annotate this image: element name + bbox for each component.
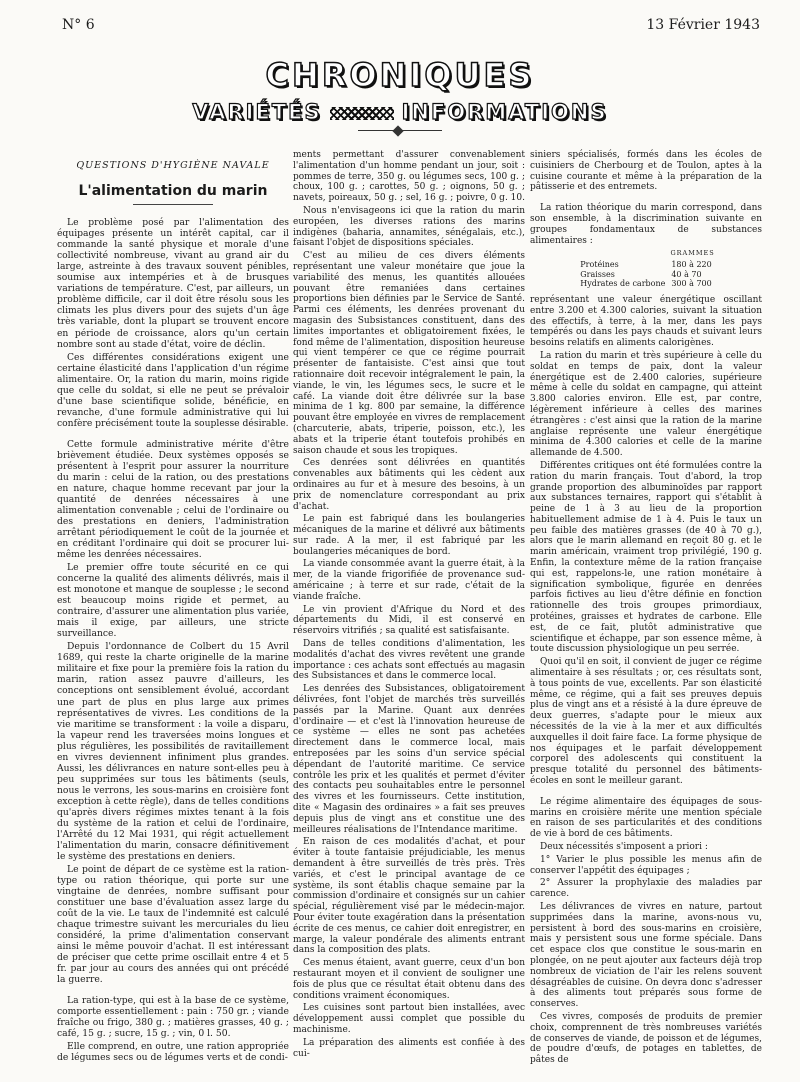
paragraph: Deux nécessités s'imposent a priori : bbox=[540, 842, 708, 852]
paragraph: La ration du marin et très supérieure à celle du soldat en temps de paix, dont la valeur énergétique est de 2.400 calories, supérieure même à celle du soldat en campagne, qui atteint 3.800 calories environ. Elle est, par contre, légèrement inférieure à celles des marines étrangères : c'est ainsi que la ration de la marine anglaise représente une valeur énergétique minima de 4.300 calories et celle de la marine allemande de 4.500. bbox=[530, 350, 762, 459]
paragraph: Le vin provient d'Afrique du Nord et des départements du Midi, il est conservé en réservoirs vitrifiés ; sa qualité est satisfaisante. bbox=[293, 604, 525, 637]
paragraph: Cette formule administrative mérite d'être brièvement étudiée. Deux systèmes opposés se présentent à l'esprit pour assurer la nourriture du marin : celui de la ration, ou des prestations en nature, chaque homme recevant par jour la quantité de denrées nécessaires à une alimentation convenable ; celui de l'ordinaire ou des prestations en deniers, l'administration arrêtant périodiquement le coût de la journée et en créditant l'ordinaire qui doit se procurer lui-même les denrées nécessaires. bbox=[57, 438, 289, 561]
list-item: 1° Varier le plus possible les menus afin de conserver l'appétit des équipages ; bbox=[530, 854, 762, 876]
table-row: Hydrates de carbone 300 à 700 bbox=[580, 279, 712, 289]
title-divider bbox=[133, 204, 213, 205]
masthead-divider bbox=[358, 130, 442, 131]
paragraph: Le problème posé par l'alimentation des équipages présente un intérêt capital, car il commande la santé physique et morale d'une collectivité nombreuse, vivant au grand air du large, astreinte à des travaux souvent pénibles, soumise aux intempéries et à de brusques variations de température. C'est, par ailleurs, un problème difficile, car il doit être résolu sous les climats les plus divers pour des sujets d'un âge très variable, dont la plupart se trouvent encore en période de croissance, alors qu'un certain nombre sont au stade d'état, voire de déclin. bbox=[57, 217, 289, 350]
paragraph: Nous n'envisageons ici que la ration du marin européen, les diverses rations des marins indigènes (baharia, annamites, sénégalais, etc.), faisant l'objet de dispositions spéciales. bbox=[293, 205, 525, 249]
paragraph: Le point de départ de ce système est la ration-type ou ration théorique, qui porte sur une vingtaine de denrées, nombre suffisant pour constituer une base d'évaluation assez large du coût de la vie. Le taux de l'indemnité est calculé chaque trimestre suivant les mercuriales du lieu considéré, la prime d'alimentation conservant ainsi le même pouvoir d'achat. Il est intéressant de préciser que cette prime oscillait entre 4 et 5 fr. par jour au cours des années qui ont précédé la guerre. bbox=[57, 863, 289, 986]
masthead-title: CHRONIQUES bbox=[265, 56, 535, 94]
paragraph: Dans de telles conditions d'alimentation, les modalités d'achat des vivres revêtent une grande importance : ces achats sont effectués au magasin des Subsistances et dans le commerce local. bbox=[293, 639, 525, 682]
paragraph: Différentes critiques ont été formulées contre la ration du marin français. Tout d'abord, la trop grande proportion des albuminoïdes par rapport aux substances ternaires, rapport qui s'établit à peine de 1 à 3 au lieu de la proportion habituellement admise de 1 à 4. Puis le taux un peu faible des matières grasses (de 40 à 70 g.), alors que le marin allemand en reçoit 80 g. et le marin américain, vraiment trop privilégié, 190 g. Enfin, la contexture même de la ration française qui est, rappelons-le, une ration monétaire à signification symbolique, figurée en denrées parfois fictives au lieu d'être définie en fonction rationnelle des trois groupes primordiaux, protéines, graisses et hydrates de carbone. Elle est, de ce fait, plutôt administrative que scientifique et échappe, par son essence même, à toute discussion physiologique un peu serrée. bbox=[530, 460, 762, 655]
list-item: 2° Assurer la prophylaxie des maladies par carence. bbox=[530, 878, 762, 900]
issue-date: 13 Février 1943 bbox=[646, 17, 760, 33]
paragraph: ments permettant d'assurer convenablement l'alimentation d'un homme pendant un jour, soit : pommes de terre, 350 g. ou légumes secs, 100 g. ; choux, 100 g. ; carottes, 50 g. ; oignons, 50 g. ; navets, poireaux, 50 g. ; sel, 16 g. ; poivre, 0 g. 10. bbox=[293, 150, 525, 204]
column-3 bbox=[530, 150, 762, 1068]
section-heading: QUESTIONS D'HYGIÈNE NAVALE bbox=[76, 160, 270, 171]
paragraph: C'est au milieu de ces divers éléments représentant une valeur monétaire que joue la variabilité des menus, les quantités allouées pouvant être remaniées dans certaines proportions bien définies par le Service de Santé. Parmi ces éléments, les denrées provenant du magasin des Subsistances constituent, dans des limites importantes et obligatoirement fixées, le fond même de l'alimentation, disposition heureuse qui vient tempérer ce que ce régime pourrait présenter de fantaisiste. C'est ainsi que tout rationnaire doit recevoir intégralement le pain, la viande, le vin, les légumes secs, le sucre et le café. La viande doit être délivrée sur la base minima de 1 kg. 800 par semaine, la différence pouvant être employée en vivres de remplacement (charcuterie, abats, triperie, poisson, etc.), les abats et la triperie étant toutefois prohibés en saison chaude et sous les tropiques. bbox=[293, 251, 525, 456]
paragraph: Les cuisines sont partout bien installées, avec développement aussi complet que possible du machinisme. bbox=[293, 1003, 525, 1035]
paragraph: La viande consommée avant la guerre était, à la mer, de la viande frigorifiée de provenance sud-américaine ; à terre et sur rade, c'était de la viande fraîche. bbox=[293, 559, 525, 602]
paragraph: Les délivrances de vivres en nature, partout supprimées dans la marine, avons-nous vu, persistent à bord des sous-marins en croisière, mais y persistent sous une forme spéciale. Dans cet espace clos que constitue le sous-marin en plongée, on ne peut ajouter aux facteurs déjà trop nombreux de viciation de l'air les relens souvent désagréables de cuisine. On devra donc s'adresser à des aliments tout préparés sous forme de conserves. bbox=[530, 901, 762, 1010]
paragraph: En raison de ces modalités d'achat, et pour éviter à toute fantaisie préjudiciable, les menus demandent à être surveillés de très près. Très variés, et c'est le principal avantage de ce système, ils sont établis chaque semaine par la commission d'ordinaire et consignés sur un cahier spécial, régulièrement visé par le médecin-major. Pour éviter toute exagération dans la présentation écrite de ces menus, ce cahier doit enregistrer, en marge, la valeur pondérale des aliments entrant dans la composition des plats. bbox=[293, 837, 525, 956]
ornament-icon bbox=[330, 107, 394, 120]
column-1 bbox=[57, 160, 289, 1066]
paragraph: représentant une valeur énergétique oscillant entre 3.200 et 4.300 calories, suivant la situation des effectifs, à terre, à la mer, dans les pays tempérés ou dans les pays chauds et suivant leurs besoins relatifs en aliments calorigènes. bbox=[530, 294, 762, 349]
table-header: GRAMMES bbox=[670, 249, 715, 258]
column-2 bbox=[293, 150, 525, 1061]
paragraph: Ces menus étaient, avant guerre, ceux d'un bon restaurant moyen et il convient de souligner une fois de plus que ce résultat était obtenu dans des conditions vraiment économiques. bbox=[293, 958, 525, 1001]
paragraph: Ces vivres, composés de produits de premier choix, comprennent de très nombreuses variétés de conserves de viande, de poisson et de légumes, de poudre d'œufs, de potages en tablettes, de pâtes de bbox=[530, 1011, 762, 1066]
table-row: Graisses 40 à 70 bbox=[580, 269, 702, 279]
table-row: Protéines 180 à 220 bbox=[580, 260, 712, 270]
paragraph: La ration théorique du marin correspond, dans son ensemble, à la discrimination suivante en groupes fondamentaux de substances alimentaires : bbox=[530, 203, 762, 246]
paragraph: La ration-type, qui est à la base de ce système, comporte essentiellement : pain : 750 gr. ; viande fraîche ou frigo, 380 g. ; matières grasses, 40 g. ; café, 15 g. ; sucre, 15 g. ; vin, 0 l. 50. bbox=[57, 995, 289, 1040]
paragraph: Le régime alimentaire des équipages de sous-marins en croisière mérite une mention spéciale en raison de ses particularités et des conditions de vie à bord de ces bâtiments. bbox=[530, 796, 762, 840]
paragraph: Le premier offre toute sécurité en ce qui concerne la qualité des aliments délivrés, mais il est monotone et manque de souplesse ; le second est beaucoup moins rigide et permet, au contraire, d'assurer une alimentation plus variée, mais il exige, par ailleurs, une stricte surveillance. bbox=[57, 562, 289, 640]
masthead-right-word: INFORMATIONS bbox=[401, 100, 608, 124]
issue-number: N° 6 bbox=[62, 17, 95, 33]
paragraph: Les denrées des Subsistances, obligatoirement délivrées, font l'objet de marchés très surveillés passés par la Marine. Quant aux denrées d'ordinaire — et c'est là l'innovation heureuse de ce système — elles ne sont pas achetées directement dans le commerce local, mais entreposées par les soins d'un service spécial dépendant de l'autorité maritime. Ce service contrôle les prix et les qualités et permet d'éviter des contacts peu souhaitables entre le personnel des vivres et les fournisseurs. Cette institution, dite « Magasin des ordinaires » a fait ses preuves depuis plus de vingt ans et constitue une des meilleures réalisations de l'Intendance maritime. bbox=[293, 684, 525, 835]
paragraph: siniers spécialisés, formés dans les écoles de cuisiniers de Cherbourg et de Toulon, aptes à la cuisine courante et même à la préparation de la pâtisserie et des entremets. bbox=[530, 150, 762, 193]
paragraph: Le pain est fabriqué dans les boulangeries mécaniques de la marine et délivré aux bâtiments sur rade. A la mer, il est fabriqué par les boulangeries mécaniques de bord. bbox=[293, 514, 525, 557]
masthead-left-word: VARIÉTÉS bbox=[192, 100, 322, 124]
paragraph: Quoi qu'il en soit, il convient de juger ce régime alimentaire à ses résultats ; or, ces résultats sont, à tous points de vue, excellents. Par son élasticité même, ce régime, qui a fait ses preuves depuis plus de vingt ans et a résisté à la dure épreuve de deux guerres, s'adapte pour le mieux aux nécessités de la vie à la mer et aux difficultés auxquelles il doit faire face. La forme physique de nos équipages et le parfait développement corporel des adolescents qui constituent la presque totalité du personnel des bâtiments-écoles en sont le meilleur garant. bbox=[530, 657, 762, 787]
paragraph: Elle comprend, en outre, une ration appropriée de légumes secs ou de légumes verts et de condi- bbox=[57, 1041, 289, 1064]
paragraph: Depuis l'ordonnance de Colbert du 15 Avril 1689, qui reste la charte originelle de la marine militaire et fixe pour la première fois la ration du marin, ration assez pauvre d'ailleurs, les conceptions ont sensiblement évolué, accordant une part de plus en plus large aux primes représentatives de vivres. Les conditions de la vie maritime se transforment : la voile a disparu, la vapeur rend les traversées moins longues et plus régulières, les possibilités de ravitaillement en vivres deviennent infiniment plus grandes. Aussi, les délivrances en nature sont-elles peu à peu supprimées sur tous les bâtiments (seuls, nous le verrons, les sous-marins en croisière font exception à cette règle), dans de telles conditions qu'après divers régimes mixtes tenant à la fois du système de la ration et celui de l'ordinaire, l'Arrêté du 12 Mai 1931, qui régit actuellement l'alimentation du marin, consacre définitivement le système des prestations en deniers. bbox=[57, 641, 289, 862]
paragraph: La préparation des aliments est confiée à des cui- bbox=[293, 1037, 525, 1059]
nutrient-table bbox=[577, 250, 715, 289]
masthead-subtitle bbox=[0, 100, 800, 124]
article-title: L'alimentation du marin bbox=[78, 183, 268, 200]
paragraph: Ces denrées sont délivrées en quantités convenables aux bâtiments qui les cèdent aux ordinaires au fur et à mesure des besoins, à un prix de nomenclature correspondant au prix d'achat. bbox=[293, 458, 525, 512]
paragraph: Ces différentes considérations exigent une certaine élasticité dans l'application d'un régime alimentaire. Or, la ration du marin, moins rigide que celle du soldat, si elle ne peut se prévaloir d'une base scientifique solide, bénéficie, en revanche, d'une formule administrative qui lui confère précisément toute la souplesse désirable. bbox=[57, 351, 289, 429]
